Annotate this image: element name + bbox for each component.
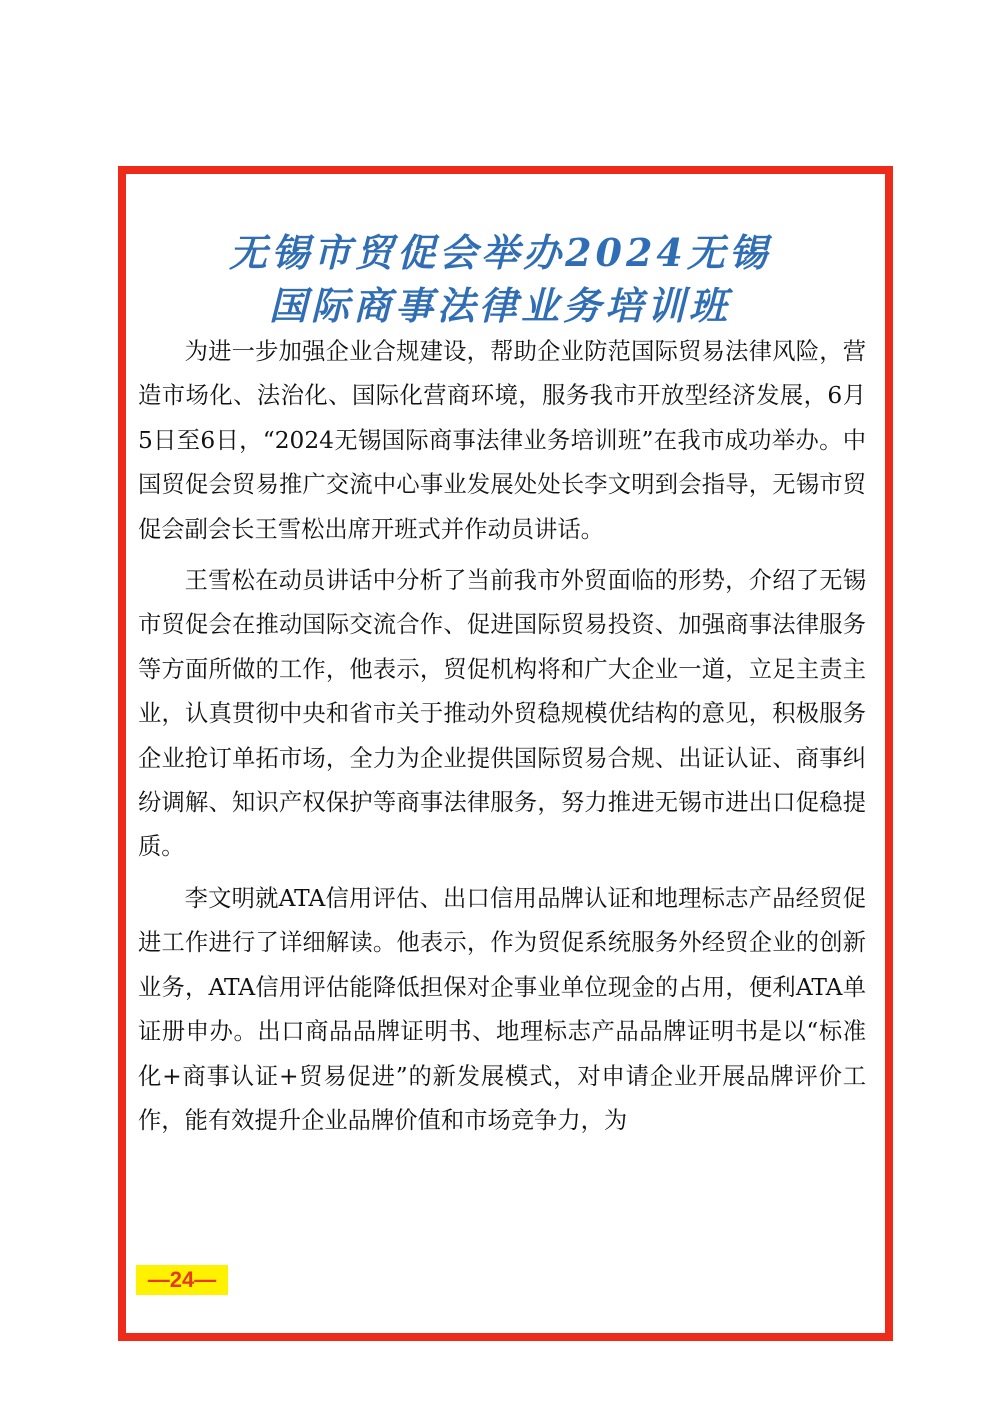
article-title-line-1: 无锡市贸促会举办2024无锡 <box>229 230 771 275</box>
article-title-line-2: 国际商事法律业务培训班 <box>268 283 731 328</box>
paragraph-2: 王雪松在动员讲话中分析了当前我市外贸面临的形势，介绍了无锡市贸促会在推动国际交流合作、促进国际贸易投资、加强商事法律服务等方面所做的工作，他表示，贸促机构将和广大企业一道，立足主责主业，认真贯彻中央和省市关于推动外贸稳规模优结构的意见，积极服务企业抢订单拓市场，全力为企业提供国际贸易合规、出证认证、商事纠纷调解、知识产权保护等商事法律服务，努力推进无锡市进出口促稳提质。 <box>138 567 866 861</box>
article-body <box>138 330 866 1143</box>
page-number: —24— <box>136 1265 228 1295</box>
paragraph-1: 为进一步加强企业合规建设，帮助企业防范国际贸易法律风险，营造市场化、法治化、国际化营商环境，服务我市开放型经济发展，6月5日至6日，“2024无锡国际商事法律业务培训班”在我市成功举办。中国贸促会贸易推广交流中心事业发展处处长李文明到会指导，无锡市贸促会副会长王雪松出席开班式并作动员讲话。 <box>138 338 866 543</box>
paragraph-3: 李文明就ATA信用评估、出口信用品牌认证和地理标志产品经贸促进工作进行了详细解读。他表示，作为贸促系统服务外经贸企业的创新业务，ATA信用评估能降低担保对企事业单位现金的占用，便利ATA单证册申办。出口商品品牌证明书、地理标志产品品牌证明书是以“标准化+商事认证+贸易促进”的新发展模式，对申请企业开展品牌评价工作，能有效提升企业品牌价值和市场竞争力，为 <box>138 884 866 1134</box>
